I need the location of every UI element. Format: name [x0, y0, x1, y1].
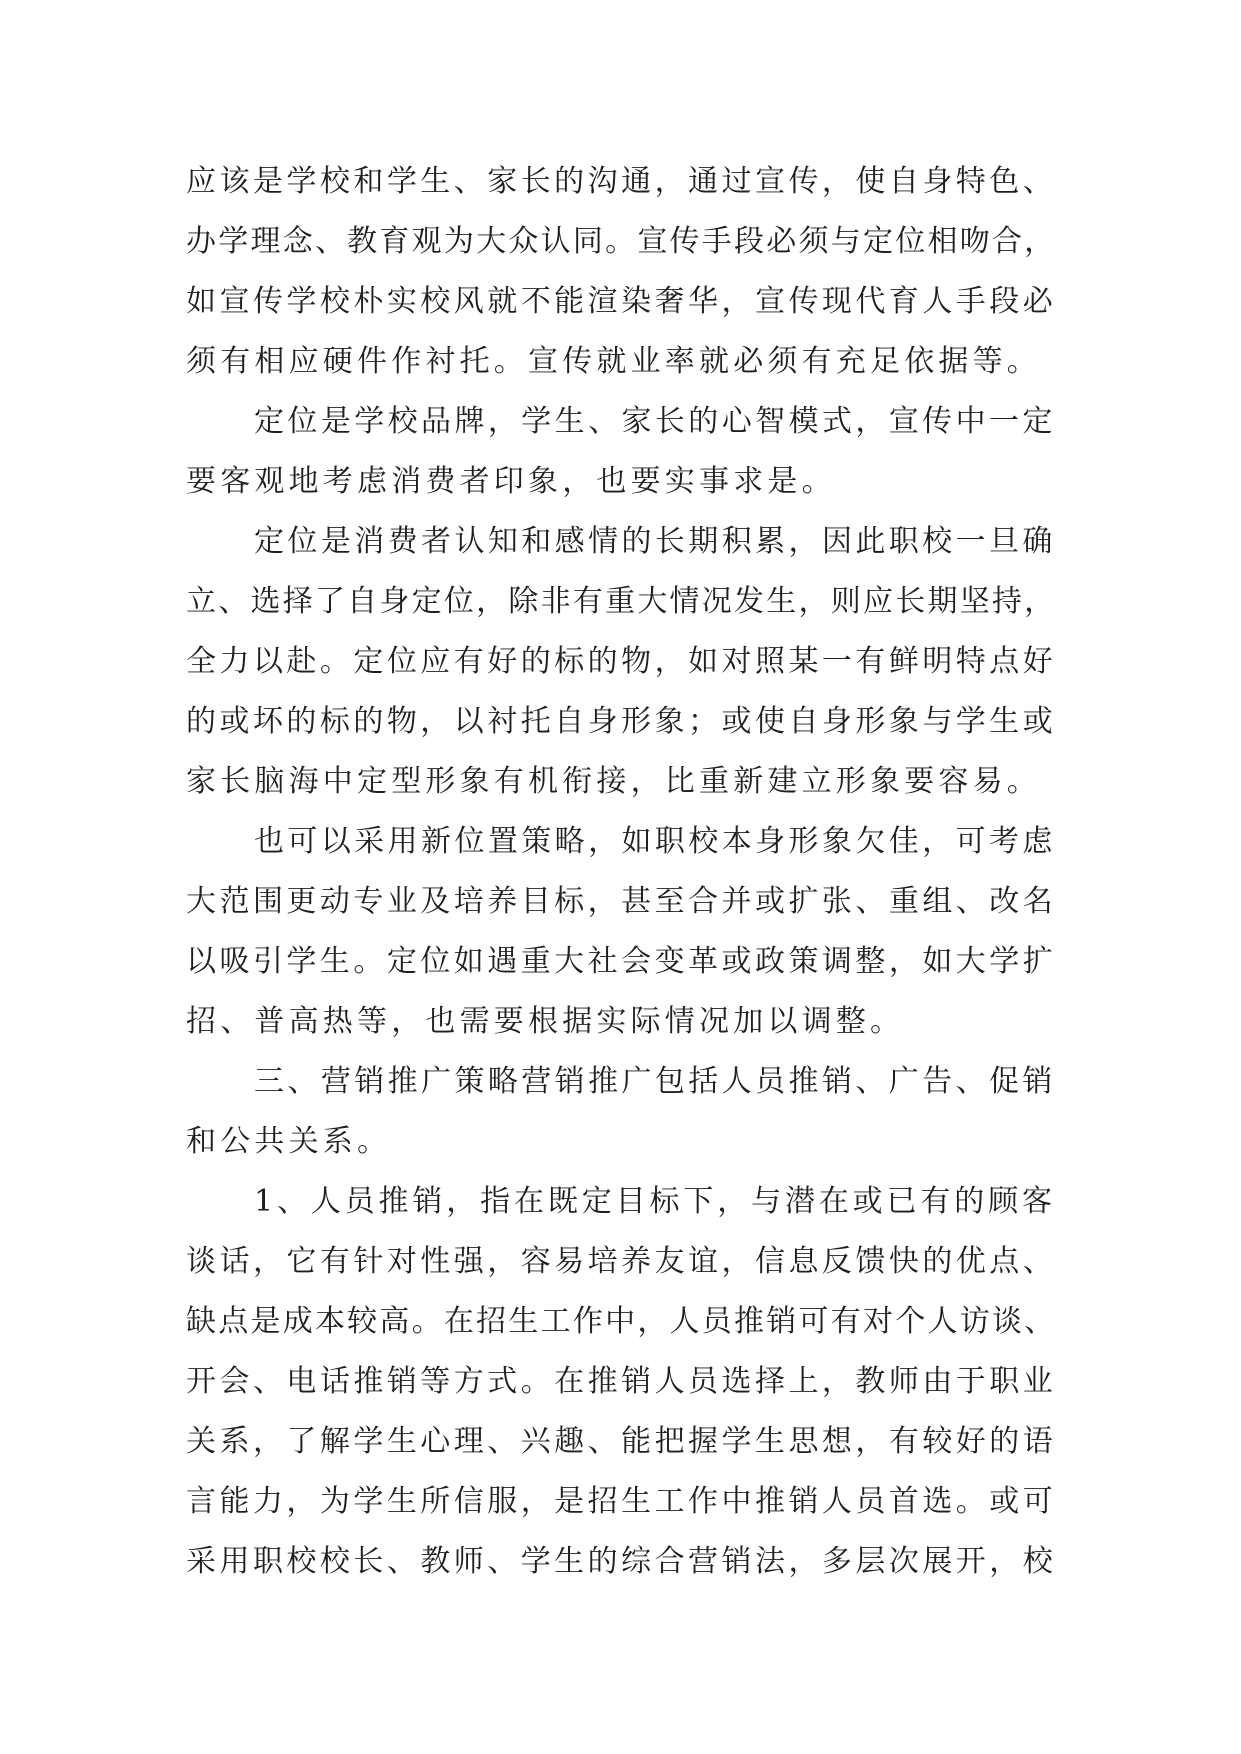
text-line: 言能力，为学生所信服，是招生工作中推销人员首选。或可 — [186, 1484, 1057, 1519]
text-line: 大范围更动专业及培养目标，甚至合并或扩张、重组、改名 — [186, 884, 1057, 919]
text-line: 须有相应硬件作衬托。宣传就业率就必须有充足依据等。 — [186, 344, 1041, 379]
text-line: 关系，了解学生心理、兴趣、能把握学生思想，有较好的语 — [186, 1424, 1057, 1459]
text-line: 全力以赴。定位应有好的标的物，如对照某一有鲜明特点好 — [186, 644, 1057, 679]
text-line: 要客观地考虑消费者印象，也要实事求是。 — [186, 464, 836, 499]
text-line: 1、人员推销，指在既定目标下，与潜在或已有的顾客 — [254, 1184, 1056, 1219]
text-line: 的或坏的标的物，以衬托自身形象；或使自身形象与学生或 — [186, 704, 1057, 739]
text-line: 应该是学校和学生、家长的沟通，通过宣传，使自身特色、 — [186, 164, 1057, 199]
text-line: 开会、电话推销等方式。在推销人员选择上，教师由于职业 — [186, 1364, 1057, 1399]
text-line: 以吸引学生。定位如遇重大社会变革或政策调整，如大学扩 — [186, 944, 1057, 979]
text-line: 办学理念、教育观为大众认同。宣传手段必须与定位相吻合， — [186, 224, 1057, 259]
text-line: 和公共关系。 — [186, 1124, 392, 1159]
text-line: 定位是学校品牌，学生、家长的心智模式，宣传中一定 — [254, 404, 1056, 439]
text-line: 谈话，它有针对性强，容易培养友谊，信息反馈快的优点、 — [186, 1244, 1057, 1279]
text-line: 也可以采用新位置策略，如职校本身形象欠佳，可考虑 — [254, 824, 1056, 859]
text-line: 家长脑海中定型形象有机衔接，比重新建立形象要容易。 — [186, 764, 1041, 799]
text-line: 定位是消费者认知和感情的长期积累，因此职校一旦确 — [254, 524, 1056, 559]
text-line: 三、营销推广策略营销推广包括人员推销、广告、促销 — [254, 1064, 1056, 1099]
text-line: 立、选择了自身定位，除非有重大情况发生，则应长期坚持， — [186, 584, 1057, 619]
text-line: 采用职校校长、教师、学生的综合营销法，多层次展开，校 — [186, 1544, 1057, 1579]
body-text — [186, 152, 1056, 1592]
text-line: 缺点是成本较高。在招生工作中，人员推销可有对个人访谈、 — [186, 1304, 1057, 1339]
text-line: 招、普高热等，也需要根据实际情况加以调整。 — [186, 1004, 905, 1039]
text-line: 如宣传学校朴实校风就不能渲染奢华，宣传现代育人手段必 — [186, 284, 1057, 319]
